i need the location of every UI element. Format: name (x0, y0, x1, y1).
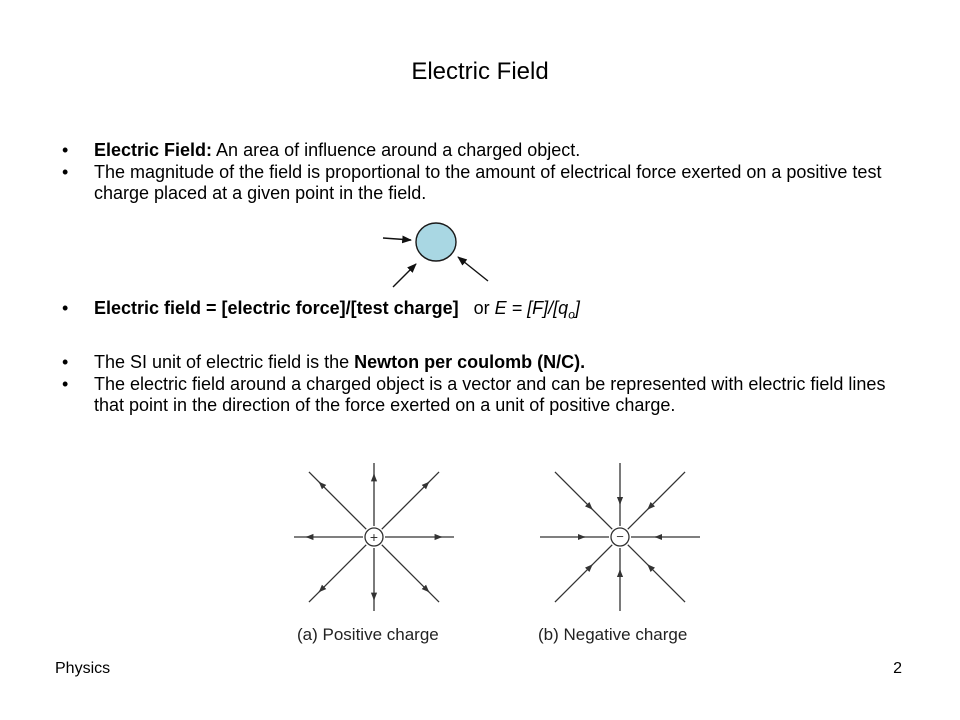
test-charge (416, 223, 456, 261)
bullet-field-lines (62, 374, 912, 416)
formula-words: Electric field = [electric force]/[test charge] (94, 298, 459, 318)
formula-symbolic (494, 298, 580, 322)
field-line-north-west (309, 472, 366, 529)
formula-close: ] (574, 298, 580, 318)
field-arrow-south-east (425, 588, 429, 592)
field-line-north-west (555, 472, 612, 529)
force-arrow-lower-right (458, 257, 488, 281)
force-arrow-lower-left (393, 264, 416, 287)
field-arrow-north-east (648, 505, 652, 509)
field-line-south-east (628, 545, 685, 602)
field-lines-text: The electric field around a charged object is a vector and can be represented with electric field lines that point in the direction of the force exerted on a unit of positive charge. (94, 374, 886, 415)
bullet-si-unit (62, 352, 912, 373)
field-line-south-west (555, 545, 612, 602)
definition-text: An area of influence around a charged object. (212, 140, 581, 160)
footer-subject: Physics (55, 660, 111, 677)
field-arrow-south-west (319, 588, 323, 592)
field-arrow-south-west (588, 565, 592, 569)
magnitude-text: The magnitude of the field is proportional to the amount of electrical force exerted on a positive test charge placed at a given point in the field. (94, 162, 882, 203)
positive-charge-symbol: + (369, 529, 379, 545)
bullet-list-4 (62, 352, 912, 373)
field-line-south-east (382, 545, 439, 602)
formula-subscript: o (568, 307, 575, 322)
formula-or: or (458, 298, 495, 318)
bullet-field-formula (62, 298, 912, 326)
si-unit-text: The SI unit of electric field is the (94, 352, 355, 372)
positive-charge-label: (a) Positive charge (297, 625, 439, 644)
field-arrow-north-east (425, 482, 429, 486)
force-arrow-left (383, 238, 411, 240)
field-arrow-north-west (588, 505, 592, 509)
page-number: 2 (893, 660, 902, 677)
negative-charge-label: (b) Negative charge (538, 625, 688, 644)
field-line-north-east (628, 472, 685, 529)
bullet-list-5 (62, 374, 912, 416)
bullet-list-3 (62, 298, 912, 326)
si-unit-name: Newton per coulomb (N/C). (354, 352, 586, 372)
field-arrow-north-west (319, 482, 323, 486)
formula-main: E = [F]/[q (494, 298, 569, 318)
field-line-south-west (309, 545, 366, 602)
field-line-north-east (382, 472, 439, 529)
field-arrow-south-east (648, 565, 652, 569)
term-electric-field: Electric Field: (94, 140, 213, 160)
negative-charge-symbol: − (616, 529, 624, 544)
slide-title: Electric Field (411, 58, 549, 85)
